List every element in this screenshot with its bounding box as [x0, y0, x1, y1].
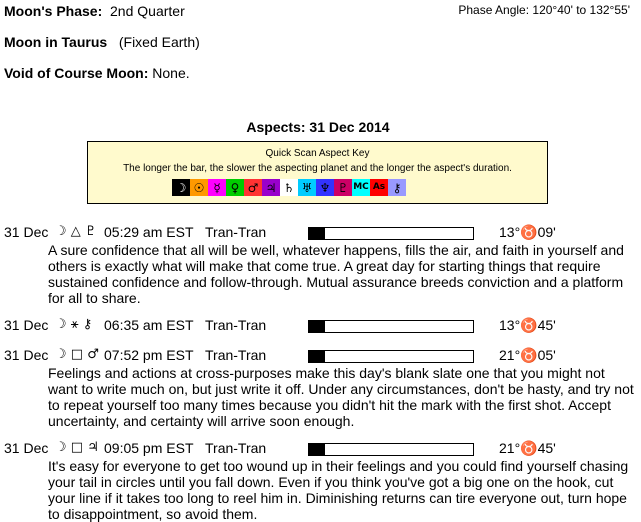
aspect-degree: 21°♉05': [499, 347, 556, 363]
midheaven-key-icon: MC: [352, 179, 370, 196]
aspect-key-box: [87, 141, 548, 204]
duration-bar: [308, 320, 474, 333]
aspect-entry: [4, 317, 636, 334]
pluto-key-icon: ♇: [334, 179, 352, 196]
moon-sign-row: [4, 34, 200, 50]
void-of-course-row: [4, 65, 190, 81]
neptune-key-icon: ♆: [316, 179, 334, 196]
duration-bar: [308, 443, 474, 456]
aspect-date: 31 Dec: [4, 317, 49, 333]
aspect-date: 31 Dec: [4, 347, 49, 363]
aspect-time: 06:35 am EST: [104, 317, 194, 333]
aspect-type: Tran-Tran: [205, 440, 267, 456]
aspect-entry-header: [4, 317, 636, 334]
aspect-degree: 21°♉45': [499, 440, 556, 456]
aspect-entry-header: [4, 440, 636, 457]
duration-bar-fill: [309, 321, 325, 332]
venus-key-icon: ♀: [226, 179, 244, 196]
aspect-key-glyph-row: [172, 179, 406, 196]
chiron-key-icon: ⚷: [388, 179, 406, 196]
jupiter-key-icon: ♃: [262, 179, 280, 196]
void-value: None.: [152, 65, 190, 81]
duration-bar: [308, 350, 474, 363]
aspect-entry: [4, 347, 636, 429]
aspect-entry-header: [4, 224, 636, 241]
aspect-type: Tran-Tran: [205, 347, 267, 363]
aspect-date: 31 Dec: [4, 224, 49, 240]
aspect-entry: [4, 440, 636, 522]
aspect-time: 09:05 pm EST: [104, 440, 194, 456]
phase-angle: Phase Angle: 120°40' to 132°55': [458, 3, 630, 17]
moon-key-icon: ☽: [172, 179, 190, 196]
aspect-entry-header: [4, 347, 636, 364]
aspects-title: Aspects: 31 Dec 2014: [246, 119, 390, 135]
aspect-time: 05:29 am EST: [104, 224, 194, 240]
aspect-degree: 13°♉09': [499, 224, 556, 240]
uranus-key-icon: ♅: [298, 179, 316, 196]
aspect-glyphs-icon: ☽ □ ♃: [55, 440, 99, 455]
mars-key-icon: ♂: [244, 179, 262, 196]
ascendant-key-icon: As: [370, 179, 388, 196]
aspect-type: Tran-Tran: [205, 224, 267, 240]
void-label: Void of Course Moon:: [4, 65, 149, 81]
moon-phase-row: [4, 3, 185, 19]
aspect-glyphs-icon: ☽ △ ♇: [55, 224, 97, 239]
aspect-interpretation: It's easy for everyone to get too wound up in their feelings and you could find yourself chasing your tail in circles until you fall down. Even if you think you've got a big one on the hook, cut your line if it takes too long to reel him in. Diminishing returns can tire everyone out, turn hope to disappointment, so avoid them.: [48, 458, 629, 522]
duration-bar-fill: [309, 444, 325, 455]
aspect-glyphs-icon: ☽ □ ♂: [55, 347, 99, 362]
aspect-key-title: Quick Scan Aspect Key: [265, 148, 370, 159]
aspect-type: Tran-Tran: [205, 317, 267, 333]
aspect-date: 31 Dec: [4, 440, 49, 456]
aspect-degree: 13°♉45': [499, 317, 556, 333]
aspect-interpretation: Feelings and actions at cross-purposes make this day's blank slate one that you might not want to write much on, but just write it off. Under any circumstances, don't be hasty, and try not to repeat yourself too many times because you didn't hit the mark with the first shot. Accept uncertainty, and certainty will arrive soon enough.: [48, 365, 634, 429]
aspect-entry: [4, 224, 636, 306]
aspect-key-description: The longer the bar, the slower the aspecting planet and the longer the aspect's duration.: [123, 163, 512, 174]
moon-sign-value: (Fixed Earth): [118, 34, 200, 50]
moon-phase-value: 2nd Quarter: [110, 3, 185, 19]
moon-phase-label: Moon's Phase:: [4, 3, 103, 19]
aspect-interpretation: A sure confidence that all will be well, whatever happens, fills the air, and faith in yourself and others is exactly what will make that come true. A great day for starting things that require sustained confidence and follow-through. Mutual assurance breeds conviction and a platform for all to share.: [48, 242, 624, 306]
moon-sign-label: Moon in Taurus: [4, 34, 108, 50]
duration-bar-fill: [309, 228, 325, 239]
aspect-glyphs-icon: ☽ ⚹ ⚷: [55, 317, 93, 332]
duration-bar: [308, 227, 474, 240]
aspect-time: 07:52 pm EST: [104, 347, 194, 363]
duration-bar-fill: [309, 351, 325, 362]
sun-key-icon: ☉: [190, 179, 208, 196]
mercury-key-icon: ☿: [208, 179, 226, 196]
saturn-key-icon: ♄: [280, 179, 298, 196]
